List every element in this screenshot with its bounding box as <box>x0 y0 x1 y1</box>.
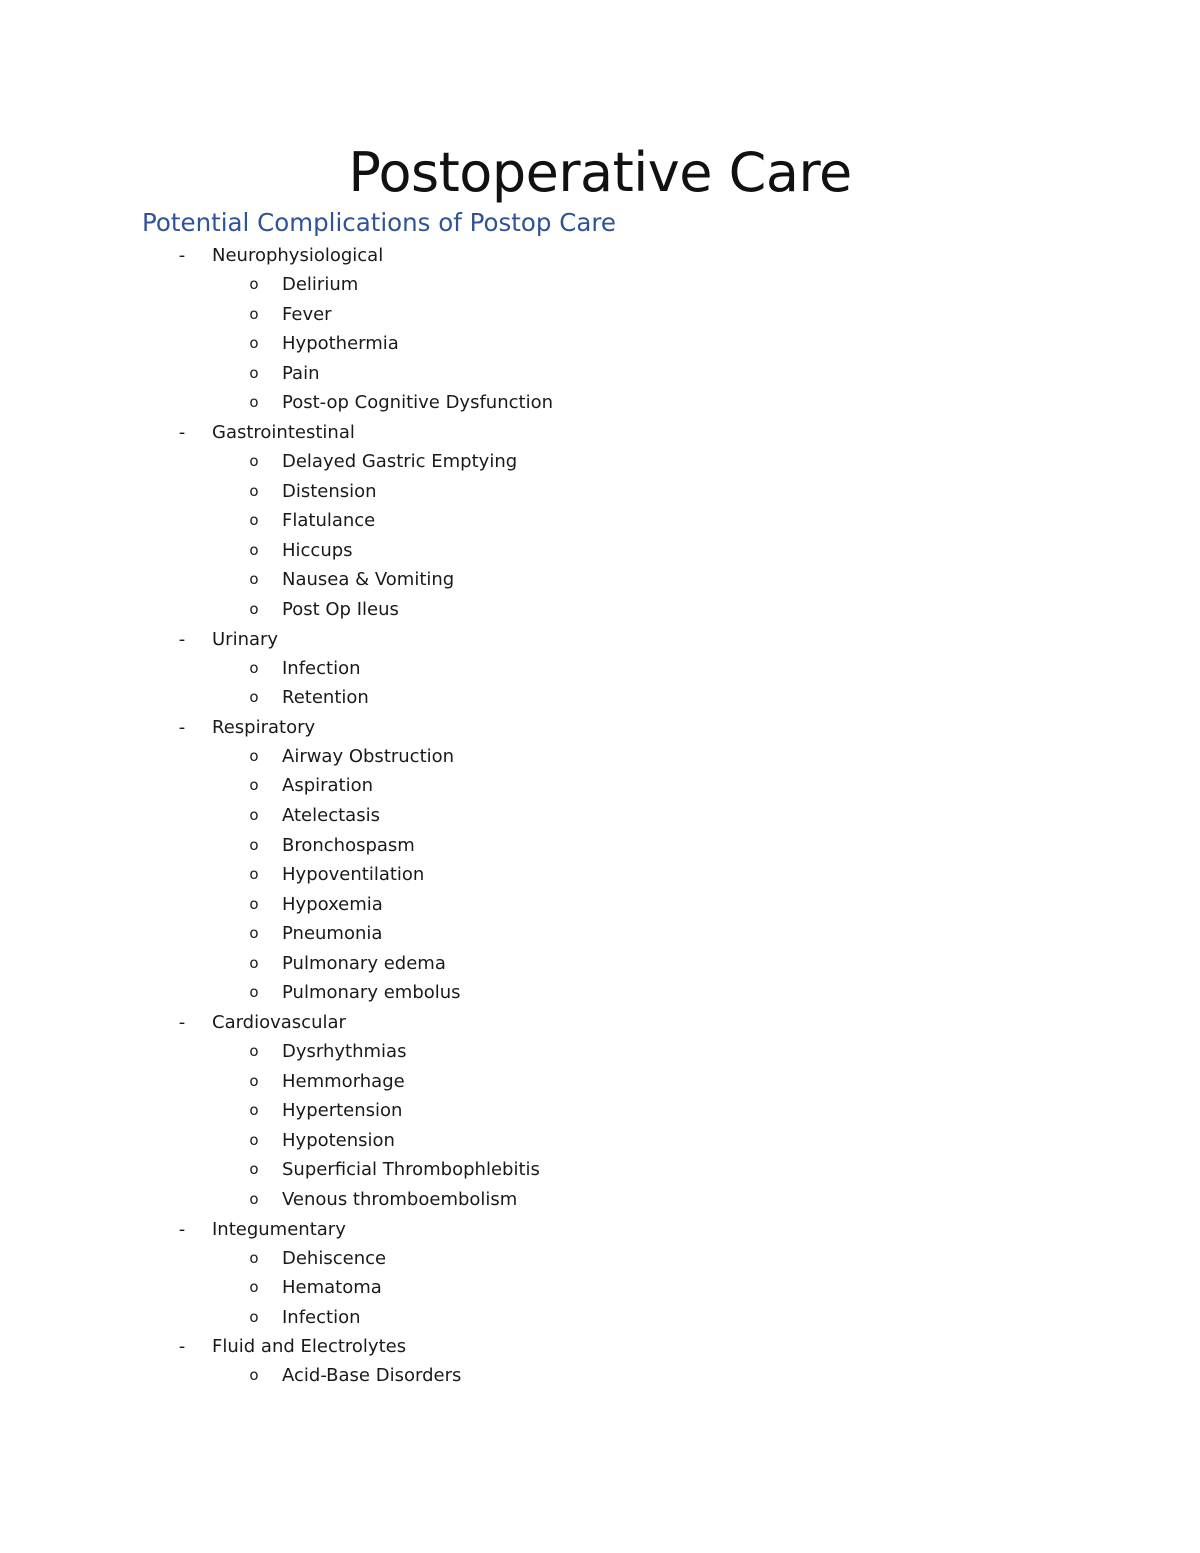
dash-bullet-marker: - <box>178 628 186 650</box>
dash-bullet-marker: - <box>178 1012 186 1034</box>
list-item <box>0 683 1200 713</box>
complication-label: Retention <box>282 687 369 709</box>
category-section <box>0 1215 1200 1333</box>
circle-bullet-marker: o <box>249 746 259 765</box>
dash-bullet-marker: - <box>178 245 186 266</box>
complication-label: Pulmonary embolus <box>282 982 461 1004</box>
circle-bullet-marker: o <box>249 481 259 500</box>
list-item <box>0 1185 1200 1215</box>
circle-bullet-marker: o <box>249 1366 259 1385</box>
circle-bullet-marker: o <box>249 451 259 470</box>
category-label: Respiratory <box>212 716 316 738</box>
complication-list <box>0 654 1200 713</box>
complication-label: Atelectasis <box>282 804 380 826</box>
complication-list <box>0 1037 1200 1215</box>
category-section <box>0 241 1200 418</box>
list-item <box>0 506 1200 536</box>
circle-bullet-marker: o <box>249 304 259 323</box>
circle-bullet-marker: o <box>249 658 259 677</box>
document-title: Postoperative Care <box>348 141 852 204</box>
category-section <box>0 1332 1200 1391</box>
category-section <box>0 1008 1200 1215</box>
complication-label: Pulmonary edema <box>282 952 446 974</box>
list-item <box>0 359 1200 389</box>
circle-bullet-marker: o <box>249 393 259 412</box>
circle-bullet-marker: o <box>249 1190 259 1209</box>
complication-list <box>0 742 1200 1008</box>
list-item <box>0 919 1200 949</box>
list-item <box>0 388 1200 418</box>
complication-label: Hypothermia <box>282 333 399 355</box>
dash-bullet-marker: - <box>178 1218 186 1240</box>
list-item <box>0 831 1200 861</box>
circle-bullet-marker: o <box>249 511 259 530</box>
complication-label: Post Op Ileus <box>282 598 399 620</box>
circle-bullet-marker: o <box>249 1101 259 1120</box>
complication-label: Delayed Gastric Emptying <box>282 450 518 472</box>
complication-list <box>0 270 1200 418</box>
category-row <box>0 241 1200 270</box>
complication-label: Pain <box>282 362 320 384</box>
circle-bullet-marker: o <box>249 1130 259 1149</box>
complication-label: Superficial Thrombophlebitis <box>282 1159 540 1181</box>
list-item <box>0 300 1200 330</box>
list-item <box>0 1096 1200 1126</box>
circle-bullet-marker: o <box>249 1248 259 1267</box>
complication-label: Distension <box>282 480 377 502</box>
complication-label: Delirium <box>282 274 359 295</box>
list-item <box>0 565 1200 595</box>
complication-label: Bronchospasm <box>282 834 415 856</box>
dash-bullet-marker: - <box>178 716 186 738</box>
circle-bullet-marker: o <box>249 1278 259 1297</box>
complication-label: Hematoma <box>282 1277 382 1299</box>
circle-bullet-marker: o <box>249 599 259 618</box>
list-item <box>0 890 1200 920</box>
complication-label: Infection <box>282 657 361 679</box>
list-item <box>0 771 1200 801</box>
category-row <box>0 1008 1200 1037</box>
circle-bullet-marker: o <box>249 924 259 943</box>
complication-label: Aspiration <box>282 775 374 797</box>
complication-label: Fever <box>282 303 332 325</box>
list-item <box>0 447 1200 477</box>
complication-label: Dysrhythmias <box>282 1041 407 1063</box>
category-row <box>0 1332 1200 1361</box>
circle-bullet-marker: o <box>249 865 259 884</box>
complication-label: Dehiscence <box>282 1247 387 1269</box>
complication-label: Hypotension <box>282 1129 395 1151</box>
list-item <box>0 978 1200 1008</box>
circle-bullet-marker: o <box>249 953 259 972</box>
list-item <box>0 1067 1200 1097</box>
complication-label: Nausea & Vomiting <box>282 569 455 591</box>
dash-bullet-marker: - <box>178 421 186 443</box>
list-item <box>0 1037 1200 1067</box>
list-item <box>0 595 1200 625</box>
circle-bullet-marker: o <box>249 1042 259 1061</box>
circle-bullet-marker: o <box>249 894 259 913</box>
circle-bullet-marker: o <box>249 1160 259 1179</box>
list-item <box>0 1155 1200 1185</box>
complication-label: Acid-Base Disorders <box>282 1365 462 1387</box>
category-label: Neurophysiological <box>212 245 384 266</box>
complication-label: Venous thromboembolism <box>282 1189 518 1211</box>
circle-bullet-marker: o <box>249 275 259 293</box>
circle-bullet-marker: o <box>249 835 259 854</box>
circle-bullet-marker: o <box>249 363 259 382</box>
complication-label: Hemmorhage <box>282 1070 405 1092</box>
complication-label: Hypoxemia <box>282 893 383 915</box>
category-label: Integumentary <box>212 1218 346 1240</box>
complication-label: Pneumonia <box>282 923 383 945</box>
category-section <box>0 418 1200 625</box>
circle-bullet-marker: o <box>249 805 259 824</box>
circle-bullet-marker: o <box>249 570 259 589</box>
circle-bullet-marker: o <box>249 1307 259 1326</box>
complications-outline <box>0 241 1200 1391</box>
list-item <box>0 536 1200 566</box>
circle-bullet-marker: o <box>249 688 259 707</box>
list-item <box>0 1244 1200 1274</box>
category-label: Urinary <box>212 628 279 650</box>
circle-bullet-marker: o <box>249 540 259 559</box>
category-label: Fluid and Electrolytes <box>212 1336 407 1358</box>
complication-label: Hiccups <box>282 539 353 561</box>
category-row <box>0 713 1200 742</box>
category-row <box>0 625 1200 654</box>
category-section <box>0 625 1200 713</box>
list-item <box>0 949 1200 979</box>
list-item <box>0 1303 1200 1333</box>
complication-label: Infection <box>282 1306 361 1328</box>
list-item <box>0 1273 1200 1303</box>
list-item <box>0 1361 1200 1391</box>
complication-label: Hypoventilation <box>282 864 425 886</box>
category-label: Gastrointestinal <box>212 421 355 443</box>
complication-list <box>0 1244 1200 1333</box>
list-item <box>0 1126 1200 1156</box>
section-heading: Potential Complications of Postop Care <box>142 208 616 237</box>
complication-label: Post-op Cognitive Dysfunction <box>282 392 553 414</box>
category-label: Cardiovascular <box>212 1012 346 1034</box>
complication-label: Flatulance <box>282 510 376 532</box>
dash-bullet-marker: - <box>178 1336 186 1358</box>
category-row <box>0 1215 1200 1244</box>
list-item <box>0 270 1200 300</box>
list-item <box>0 801 1200 831</box>
list-item <box>0 477 1200 507</box>
circle-bullet-marker: o <box>249 983 259 1002</box>
circle-bullet-marker: o <box>249 334 259 353</box>
list-item <box>0 329 1200 359</box>
category-section <box>0 713 1200 1008</box>
circle-bullet-marker: o <box>249 1071 259 1090</box>
list-item <box>0 860 1200 890</box>
category-row <box>0 418 1200 447</box>
list-item <box>0 654 1200 684</box>
complication-label: Airway Obstruction <box>282 745 455 767</box>
list-item <box>0 742 1200 772</box>
complication-list <box>0 447 1200 625</box>
complication-list <box>0 1361 1200 1391</box>
complication-label: Hypertension <box>282 1100 403 1122</box>
circle-bullet-marker: o <box>249 776 259 795</box>
